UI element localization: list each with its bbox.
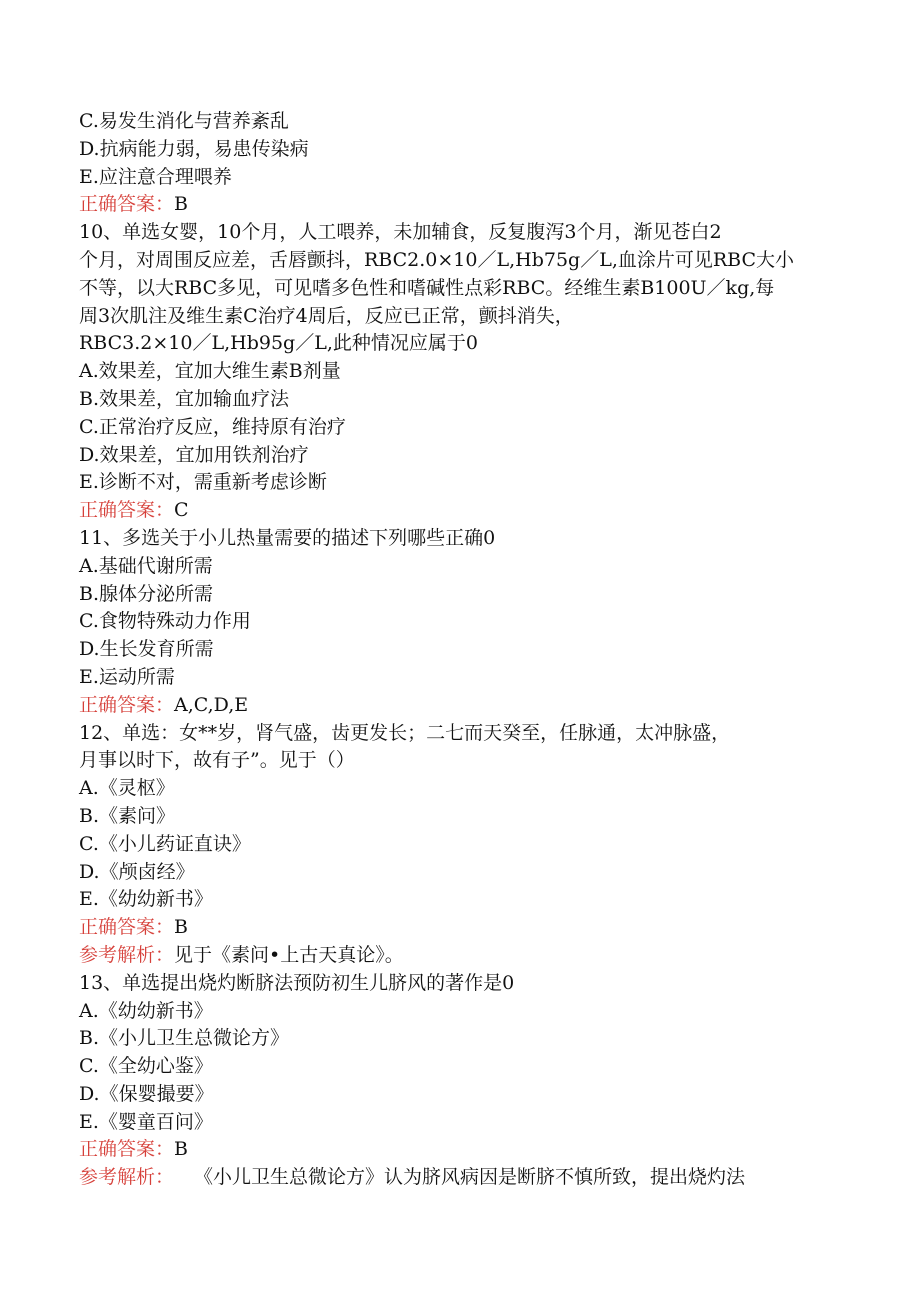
document-body — [79, 108, 839, 1192]
q9-option-e: E.应注意合理喂养 — [79, 165, 232, 188]
q12-stem-line-2: 月事以时下，故有子”。见于（） — [79, 749, 355, 772]
q12-option-d: D.《颅卤经》 — [79, 860, 195, 883]
q12-analysis — [79, 942, 839, 970]
answer-label: 正确答案： — [79, 193, 175, 216]
q12-option-e: E.《幼幼新书》 — [79, 888, 213, 911]
q10-stem-line-2: 个月，对周围反应差，舌唇颤抖，RBC2.0×10／L,Hb75g／L,血涂片可见RBC大小 — [79, 248, 795, 271]
q11-option-e: E.运动所需 — [79, 665, 175, 688]
analysis-label: 参考解析： — [79, 943, 175, 966]
q13-option-b: B.《小儿卫生总微论方》 — [79, 1027, 290, 1050]
q13-stem: 13、单选提出烧灼断脐法预防初生儿脐风的著作是0 — [79, 971, 515, 994]
answer-value: C — [174, 499, 189, 522]
answer-value: B — [174, 1138, 188, 1161]
q10-stem-line-5: RBC3.2×10／L,Hb95g／L,此种情况应属于0 — [79, 332, 478, 355]
q10-option-c: C.正常治疗反应，维持原有治疗 — [79, 415, 346, 438]
q11-option-c: C.食物特殊动力作用 — [79, 610, 251, 633]
q13-analysis — [79, 1164, 839, 1192]
q13-option-a: A.《幼幼新书》 — [79, 999, 213, 1022]
q11-option-a: A.基础代谢所需 — [79, 554, 213, 577]
q10-answer — [79, 497, 839, 525]
q12-answer — [79, 914, 839, 942]
answer-label: 正确答案： — [79, 693, 175, 716]
answer-label: 正确答案： — [79, 499, 175, 522]
q10-option-d: D.效果差，宜加用铁剂治疗 — [79, 443, 309, 466]
q13-answer — [79, 1136, 839, 1164]
answer-value: A,C,D,E — [174, 693, 249, 716]
q12-option-c: C.《小儿药证直诀》 — [79, 832, 251, 855]
q9-option-c: C.易发生消化与营养紊乱 — [79, 110, 289, 132]
q10-option-a: A.效果差，宜加大维生素B剂量 — [79, 360, 341, 383]
answer-value: B — [174, 916, 188, 939]
q10-stem-line-1: 10、单选女婴，10个月，人工喂养，未加辅食，反复腹泻3个月，渐见苍白2 — [79, 221, 722, 244]
q11-option-d: D.生长发育所需 — [79, 638, 214, 661]
q13-option-e: E.《婴童百问》 — [79, 1110, 213, 1133]
q12-option-a: A.《灵枢》 — [79, 777, 175, 800]
analysis-text: 《小儿卫生总微论方》认为脐风病因是断脐不慎所致，提出烧灼法 — [194, 1166, 746, 1189]
answer-label: 正确答案： — [79, 1138, 175, 1161]
q9-option-d: D.抗病能力弱，易患传染病 — [79, 137, 309, 160]
q13-option-d: D.《保婴撮要》 — [79, 1082, 214, 1105]
answer-label: 正确答案： — [79, 916, 175, 939]
q11-answer — [79, 692, 839, 720]
q13-option-c: C.《全幼心鉴》 — [79, 1055, 213, 1078]
q12-stem-line-1: 12、单选：女**岁，肾气盛，齿更发长；二七而天癸至，任脉通，太冲脉盛， — [79, 721, 731, 744]
q11-stem: 11、多选关于小儿热量需要的描述下列哪些正确0 — [79, 526, 496, 549]
q11-option-b: B.腺体分泌所需 — [79, 582, 214, 605]
q10-option-e: E.诊断不对，需重新考虑诊断 — [79, 471, 327, 494]
q10-stem-line-4: 周3次肌注及维生素C治疗4周后，反应已正常，颤抖消失， — [79, 304, 574, 327]
answer-value: B — [174, 193, 188, 216]
analysis-text: 见于《素问•上古天真论》。 — [174, 943, 404, 966]
q10-option-b: B.效果差，宜加输血疗法 — [79, 387, 290, 410]
q9-answer — [79, 191, 839, 219]
analysis-label: 参考解析： — [79, 1166, 175, 1189]
q10-stem-line-3: 不等，以大RBC多见，可见嗜多色性和嗜碱性点彩RBC。经维生素B100U／kg,每 — [79, 276, 775, 299]
q12-option-b: B.《素问》 — [79, 804, 176, 827]
